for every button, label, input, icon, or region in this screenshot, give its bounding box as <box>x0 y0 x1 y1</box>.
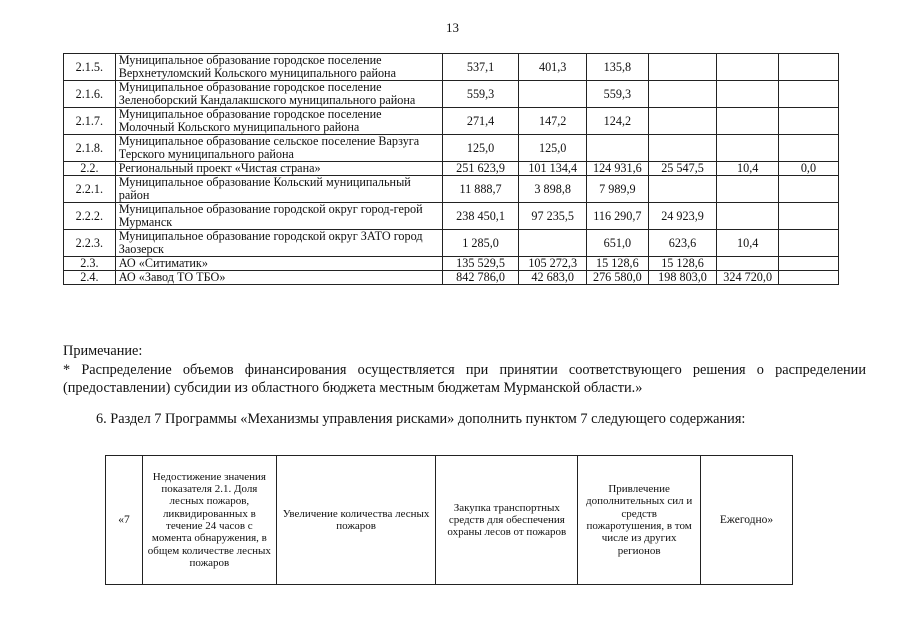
row-name: Муниципальное образование городской округ город-герой Мурманск <box>115 203 442 230</box>
row-value: 135 529,5 <box>442 257 518 271</box>
table-row <box>64 176 839 203</box>
row-value <box>778 257 838 271</box>
row-code: 2.1.8. <box>64 135 116 162</box>
table-row <box>64 162 839 176</box>
row-value <box>717 176 778 203</box>
row-value: 271,4 <box>442 108 518 135</box>
row-value <box>587 135 648 162</box>
table-row <box>64 271 839 285</box>
row-value: 0,0 <box>778 162 838 176</box>
row-value <box>717 257 778 271</box>
row-value: 15 128,6 <box>648 257 717 271</box>
row-value: 537,1 <box>442 54 518 81</box>
row-value: 124 931,6 <box>587 162 648 176</box>
table-row <box>64 54 839 81</box>
row-value <box>778 176 838 203</box>
row-value: 623,6 <box>648 230 717 257</box>
row-name: Муниципальное образование городское поселение Зеленоборский Кандалакшского муниципального района <box>115 81 442 108</box>
row-name: Муниципальное образование городской округ ЗАТО город Заозерск <box>115 230 442 257</box>
row-code: 2.2.1. <box>64 176 116 203</box>
row-value: 11 888,7 <box>442 176 518 203</box>
row-name: Муниципальное образование городское поселение Верхнетуломский Кольского муниципального района <box>115 54 442 81</box>
row-name: АО «Завод ТО ТБО» <box>115 271 442 285</box>
row-value: 105 272,3 <box>519 257 587 271</box>
table-row <box>64 135 839 162</box>
row-value <box>717 135 778 162</box>
row-code: 2.1.6. <box>64 81 116 108</box>
risk-description: Недостижение значения показателя 2.1. Доля лесных пожаров, ликвидированных в течение 24 часов с момента обнаружения, в общем количестве лесных пожаров <box>142 456 276 585</box>
row-value <box>519 230 587 257</box>
row-value <box>717 203 778 230</box>
risk-frequency: Ежегодно» <box>701 456 793 585</box>
note <box>63 342 866 397</box>
row-value: 559,3 <box>587 81 648 108</box>
row-value: 3 898,8 <box>519 176 587 203</box>
row-name: Муниципальное образование сельское поселение Варзуга Терского муниципального района <box>115 135 442 162</box>
note-text: * Распределение объемов финансирования осуществляется при принятии соответствующего решения о распределении (предоставлении) субсидии из областного бюджета местным бюджетам Мурманской области.» <box>63 362 866 396</box>
row-value: 238 450,1 <box>442 203 518 230</box>
row-code: 2.1.5. <box>64 54 116 81</box>
row-value: 97 235,5 <box>519 203 587 230</box>
table-row <box>64 81 839 108</box>
financing-table-body <box>64 54 839 285</box>
row-value <box>778 108 838 135</box>
row-code: 2.4. <box>64 271 116 285</box>
row-value <box>648 54 717 81</box>
row-value: 7 989,9 <box>587 176 648 203</box>
row-value: 116 290,7 <box>587 203 648 230</box>
row-name: Муниципальное образование Кольский муниципальный район <box>115 176 442 203</box>
row-value: 15 128,6 <box>587 257 648 271</box>
row-value: 125,0 <box>519 135 587 162</box>
row-code: 2.2.3. <box>64 230 116 257</box>
row-code: 2.2. <box>64 162 116 176</box>
row-value: 276 580,0 <box>587 271 648 285</box>
row-value <box>778 271 838 285</box>
risk-consequence: Увеличение количества лесных пожаров <box>276 456 436 585</box>
row-value: 10,4 <box>717 162 778 176</box>
row-value: 101 134,4 <box>519 162 587 176</box>
row-value: 10,4 <box>717 230 778 257</box>
row-value <box>717 108 778 135</box>
financing-table <box>63 53 839 285</box>
row-value <box>778 54 838 81</box>
row-value <box>778 81 838 108</box>
section-6-paragraph: 6. Раздел 7 Программы «Механизмы управления рисками» дополнить пунктом 7 следующего содержания: <box>96 411 746 427</box>
table-row <box>64 108 839 135</box>
row-value <box>778 135 838 162</box>
risk-row <box>106 456 793 585</box>
row-value: 1 285,0 <box>442 230 518 257</box>
row-value <box>717 54 778 81</box>
row-value <box>778 230 838 257</box>
row-value: 24 923,9 <box>648 203 717 230</box>
row-value: 324 720,0 <box>717 271 778 285</box>
row-value <box>648 81 717 108</box>
row-value <box>648 108 717 135</box>
risk-number: «7 <box>106 456 143 585</box>
row-value: 25 547,5 <box>648 162 717 176</box>
table-row <box>64 203 839 230</box>
risk-table <box>105 455 793 585</box>
row-value: 125,0 <box>442 135 518 162</box>
row-value: 135,8 <box>587 54 648 81</box>
row-value <box>778 203 838 230</box>
row-value: 559,3 <box>442 81 518 108</box>
row-value: 651,0 <box>587 230 648 257</box>
row-value <box>519 81 587 108</box>
row-value: 124,2 <box>587 108 648 135</box>
row-name: Муниципальное образование городское поселение Молочный Кольского муниципального района <box>115 108 442 135</box>
table-row <box>64 257 839 271</box>
row-value: 42 683,0 <box>519 271 587 285</box>
note-heading: Примечание: <box>63 343 143 359</box>
row-value <box>717 81 778 108</box>
risk-measure: Закупка транспортных средств для обеспечения охраны лесов от пожаров <box>436 456 578 585</box>
row-value: 251 623,9 <box>442 162 518 176</box>
page-number: 13 <box>446 20 459 35</box>
row-value: 842 786,0 <box>442 271 518 285</box>
risk-mitigation: Привлечение дополнительных сил и средств пожаротушения, в том числе из других регионов <box>578 456 701 585</box>
row-value: 401,3 <box>519 54 587 81</box>
table-row <box>64 230 839 257</box>
row-code: 2.1.7. <box>64 108 116 135</box>
row-value <box>648 135 717 162</box>
row-value <box>648 176 717 203</box>
row-value: 147,2 <box>519 108 587 135</box>
row-name: АО «Ситиматик» <box>115 257 442 271</box>
row-name: Региональный проект «Чистая страна» <box>115 162 442 176</box>
row-code: 2.2.2. <box>64 203 116 230</box>
row-value: 198 803,0 <box>648 271 717 285</box>
row-code: 2.3. <box>64 257 116 271</box>
